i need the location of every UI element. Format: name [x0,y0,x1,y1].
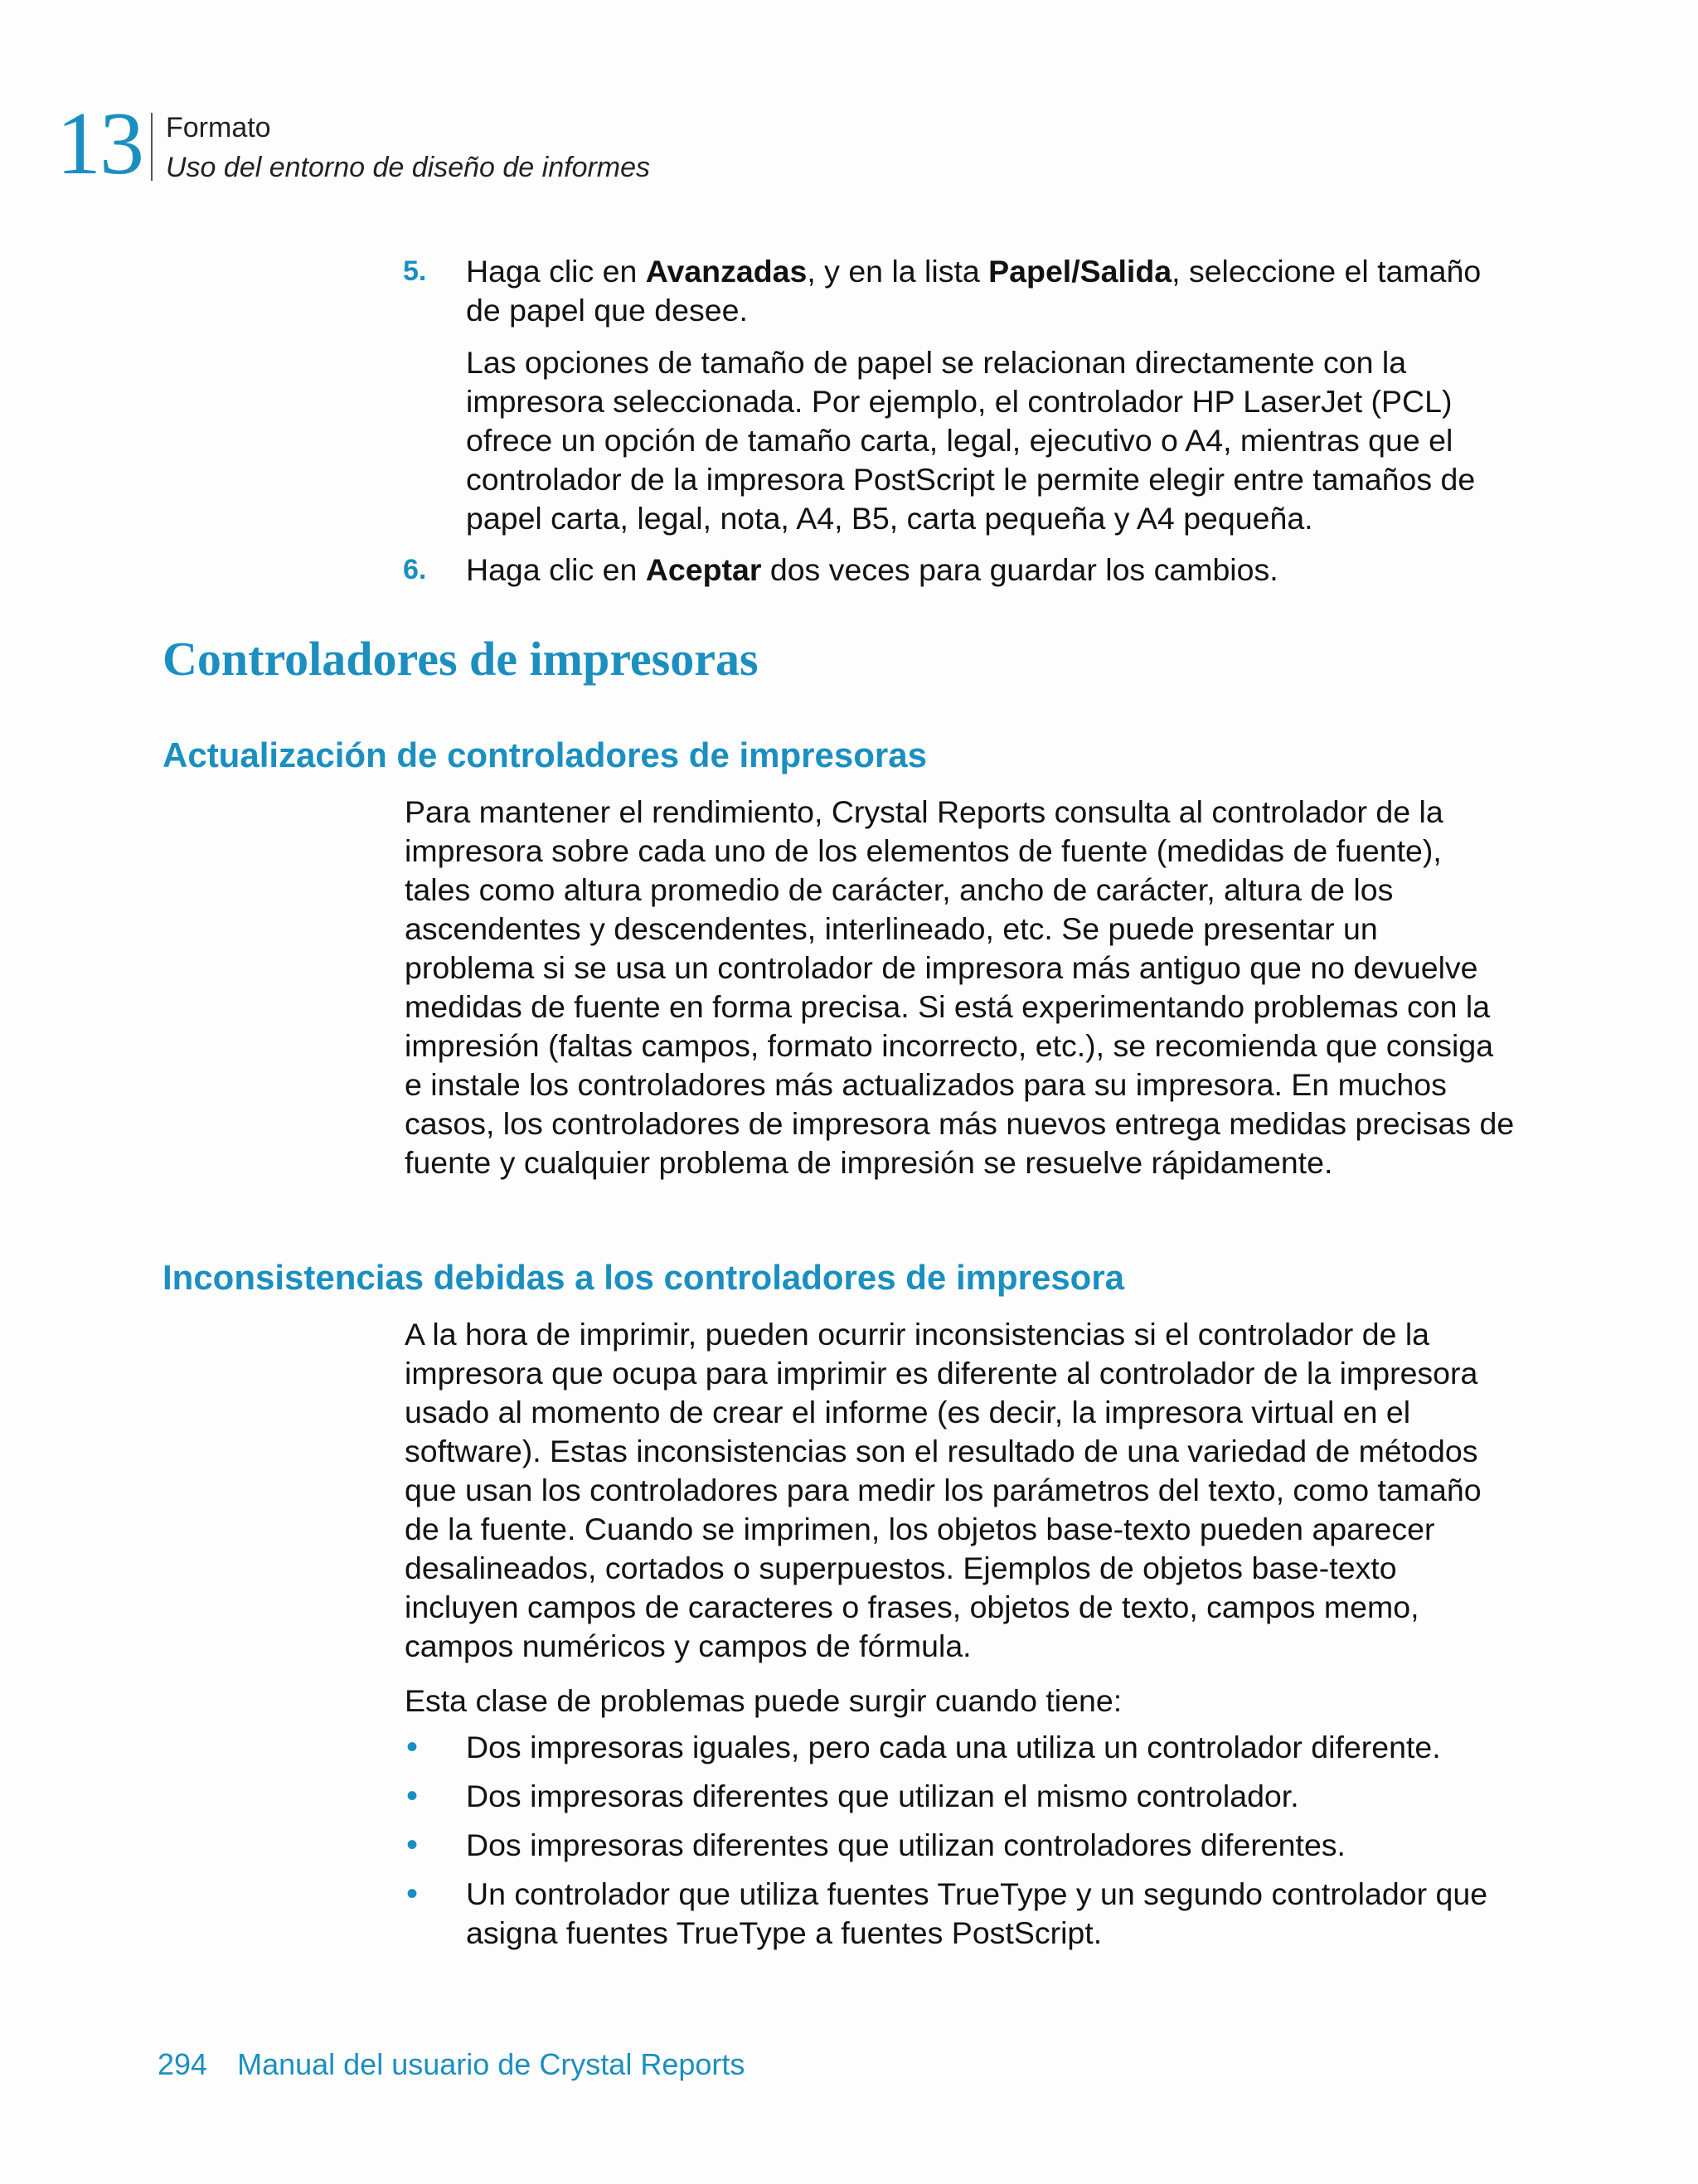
step-6 [403,551,1514,590]
page-footer [158,2046,745,2083]
header-divider [151,113,153,181]
chapter-number: 13 [56,95,143,193]
step-text-part: , seleccione el tamaño de papel que desee. [466,254,1482,328]
step-5-note: Las opciones de tamaño de papel se relacionan directamente con la impresora seleccionada. Por ejemplo, el controlador HP LaserJet (PCL) ofrece un opción de tamaño carta, legal, ejecutivo o A4, mientras que el controlador de la impresora PostScript le permite elegir entre tamaños de papel carta, legal, nota, A4, B5, carta pequeña y A4 pequeña. [466,345,1476,536]
bullet-list [405,1728,1516,1963]
book-title: Manual del usuario de Crystal Reports [237,2047,745,2081]
list-item [405,1826,1516,1865]
step-text [466,551,1502,590]
list-item [405,1777,1516,1816]
bullet-icon: • [406,1778,419,1814]
paragraph: Esta clase de problemas puede surgir cuando tiene: [405,1683,1123,1718]
step-text [466,252,1502,330]
bullet-icon: • [406,1876,419,1912]
running-header-subtitle: Uso del entorno de diseño de informes [166,152,651,183]
list-item-text: Dos impresoras diferentes que utilizan controladores diferentes. [466,1827,1346,1862]
list-item [405,1875,1516,1953]
running-header-title: Formato [166,112,271,143]
paragraph: A la hora de imprimir, pueden ocurrir inconsistencias si el controlador de la impresora que ocupa para imprimir es diferente al controlador de la impresora usado al momento de crear el informe (es decir, la impresora virtual en el software). Estas inconsistencias son el resultado de una variedad de métodos que usan los controladores para medir los parámetros del texto, como tamaño de la fuente. Cuando se imprimen, los objetos base-texto pueden aparecer desalineados, cortados o superpuestos. Ejemplos de objetos base-texto incluyen campos de caracteres o frases, objetos de texto, campos memo, campos numéricos y campos de fórmula. [405,1317,1482,1663]
paragraph: Para mantener el rendimiento, Crystal Reports consulta al controlador de la impresora sobre cada uno de los elementos de fuente (medidas de fuente), tales como altura promedio de carácter, ancho de carácter, altura de los ascendentes y descendentes, interlineado, etc. Se puede presentar un problema si se usa un controlador de impresora más antiguo que no devuelve medidas de fuente en forma precisa. Si está experimentando problemas con la impresión (faltas campos, formato incorrecto, etc.), se recomienda que consiga e instale los controladores más actualizados para su impresora. En muchos casos, los controladores de impresora más nuevos entrega medidas precisas de fuente y cualquier problema de impresión se resuelve rápidamente. [405,794,1515,1180]
step-text-part: Haga clic en [466,552,646,587]
step-5 [403,252,1514,332]
list-item-text: Dos impresoras diferentes que utilizan el mismo controlador. [466,1779,1299,1813]
ui-term-avanzadas: Avanzadas [645,254,808,289]
ui-term-aceptar: Aceptar [645,552,762,587]
step-number: 5. [403,255,427,287]
bullet-icon: • [406,1729,419,1765]
page-number: 294 [158,2047,208,2081]
subsection-heading: Actualización de controladores de impresoras [163,735,927,774]
bullet-icon: • [406,1827,419,1863]
list-item-text: Dos impresoras iguales, pero cada una utiliza un controlador diferente. [466,1730,1441,1764]
list-item-text: Un controlador que utiliza fuentes TrueType y un segundo controlador que asigna fuentes TrueType a fuentes PostScript. [466,1876,1488,1950]
step-text-part: dos veces para guardar los cambios. [761,552,1278,587]
list-item [405,1728,1516,1767]
subsection-heading: Inconsistencias debidas a los controladores de impresora [163,1258,1125,1297]
ui-term-papel-salida: Papel/Salida [988,254,1172,289]
section-heading: Controladores de impresoras [163,632,759,686]
step-number: 6. [403,554,427,585]
step-text-part: Haga clic en [466,254,646,289]
step-text-part: , y en la lista [807,254,989,289]
